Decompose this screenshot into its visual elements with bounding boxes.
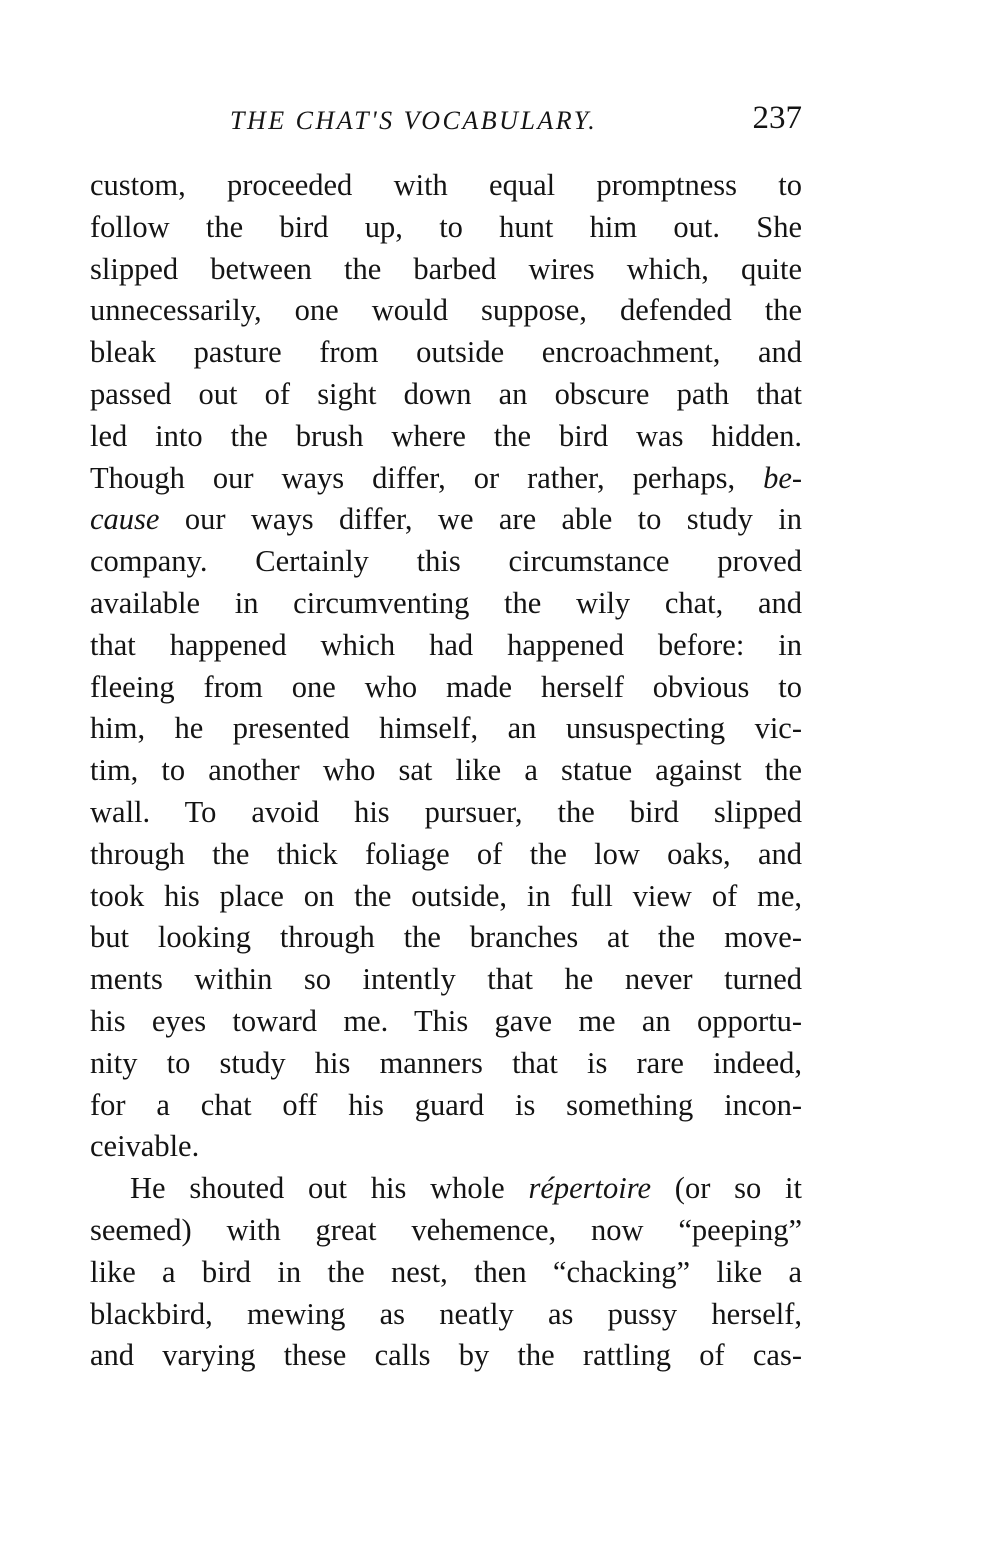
text-line: company. Certainly this circumstance proved: [90, 544, 802, 579]
running-head: [90, 100, 802, 144]
text-line: nity to study his manners that is rare indeed,: [90, 1045, 802, 1080]
text-line: [90, 458, 802, 500]
text-line: but looking through the branches at the move-: [90, 920, 802, 955]
text-line: ceivable.: [90, 1129, 200, 1164]
text-line: took his place on the outside, in full view of me,: [90, 878, 802, 913]
text-line: [90, 499, 802, 541]
italic-text: cause: [90, 502, 160, 537]
text-line: custom, proceeded with equal promptness to: [90, 168, 802, 202]
italic-text: répertoire: [528, 1171, 652, 1206]
text-line: [90, 1168, 802, 1210]
text-line: follow the bird up, to hunt him out. She: [90, 209, 802, 244]
text-line: bleak pasture from outside encroachment, and: [90, 335, 802, 370]
text-line: slipped between the barbed wires which, quite: [90, 251, 802, 286]
text-line: that happened which had happened before: in: [90, 627, 802, 662]
page-number: 237: [752, 100, 802, 136]
text-line: him, he presented himself, an unsuspecting vic-: [90, 711, 802, 746]
text-line: blackbird, mewing as neatly as pussy herself,: [90, 1296, 802, 1331]
text-run: our ways differ, we are able to study in: [184, 502, 802, 537]
text-line: passed out of sight down an obscure path that: [90, 376, 802, 411]
text-line: led into the brush where the bird was hidden.: [90, 418, 802, 453]
text-line: fleeing from one who made herself obvious to: [90, 669, 802, 704]
text-run: Though our ways differ, or rather, perhaps,: [90, 460, 736, 495]
text-line: for a chat off his guard is something incon-: [90, 1087, 802, 1122]
text-run: (or so it: [674, 1171, 802, 1206]
italic-text: be-: [763, 460, 803, 495]
paragraph: [90, 1168, 802, 1377]
body-text: [90, 165, 802, 1377]
text-line: like a bird in the nest, then “chacking” like a: [90, 1254, 802, 1289]
text-line: and varying these calls by the rattling of cas-: [90, 1338, 802, 1373]
text-line: seemed) with great vehemence, now “peeping”: [90, 1212, 802, 1247]
text-line: his eyes toward me. This gave me an opportu-: [90, 1003, 802, 1038]
text-line: available in circumventing the wily chat, and: [90, 585, 802, 620]
paragraph: [90, 165, 802, 1168]
text-run: He shouted out his whole: [130, 1171, 505, 1206]
text-line: ments within so intently that he never turned: [90, 962, 802, 997]
running-title: THE CHAT'S VOCABULARY.: [230, 106, 598, 135]
text-line: wall. To avoid his pursuer, the bird slipped: [90, 794, 802, 829]
text-line: tim, to another who sat like a statue against the: [90, 753, 802, 788]
text-line: through the thick foliage of the low oaks, and: [90, 836, 802, 871]
text-line: unnecessarily, one would suppose, defended the: [90, 293, 802, 328]
